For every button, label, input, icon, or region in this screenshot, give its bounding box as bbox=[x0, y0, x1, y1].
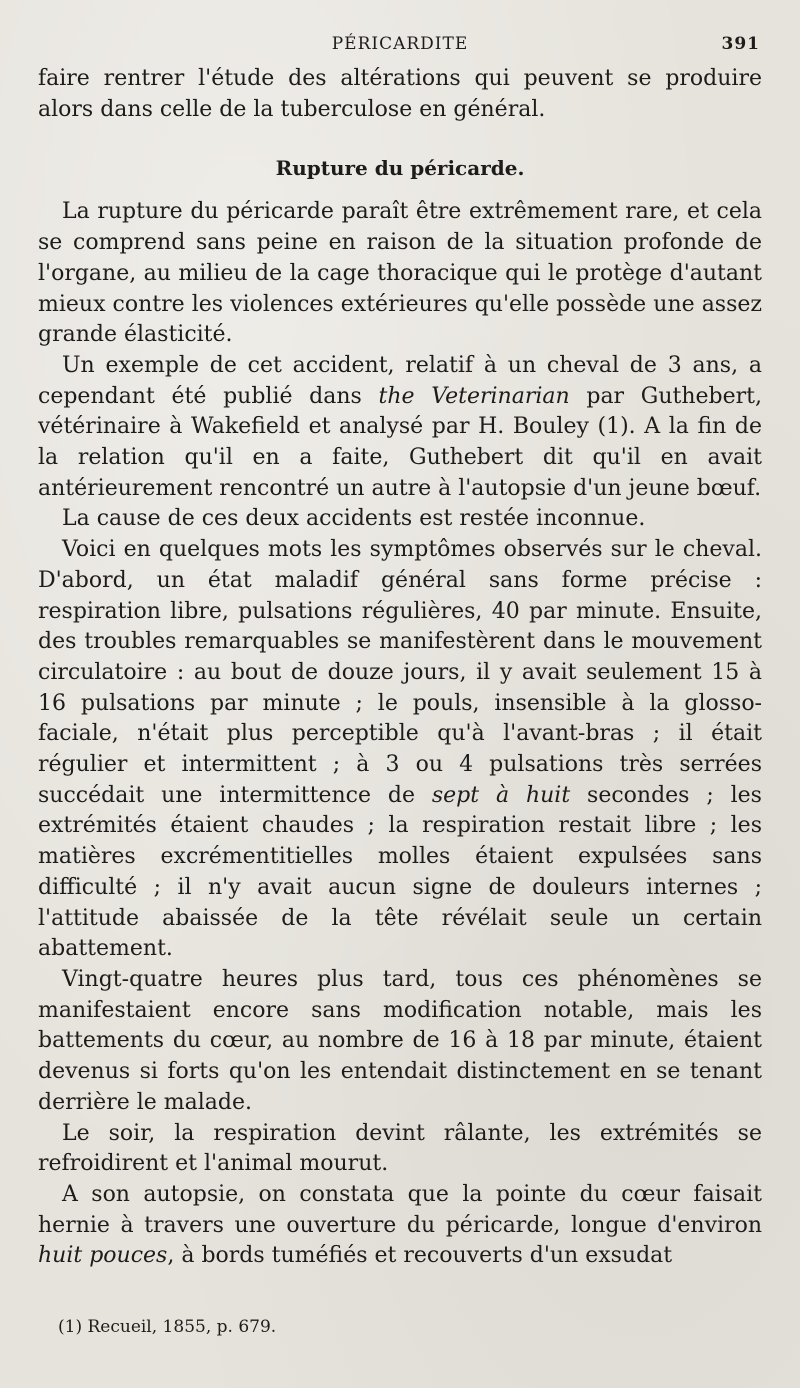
footnote: (1) Recueil, 1855, p. 679. bbox=[58, 1317, 277, 1337]
paragraph-3: La cause de ces deux accidents est restée inconnue. bbox=[62, 506, 646, 532]
journal-title: the Veterinarian bbox=[378, 383, 570, 409]
page-number: 391 bbox=[721, 34, 760, 54]
paragraph-7 bbox=[38, 1180, 762, 1272]
emphasis-sept-a-huit: sept à huit bbox=[431, 782, 571, 808]
paragraph-7-part-b: , à bords tuméfiés et recouverts d'un exsudat bbox=[167, 1243, 673, 1269]
paragraph-5: Vingt-quatre heures plus tard, tous ces phénomènes se manifestaient encore sans modification notable, mais les battements du cœur, au nombre de 16 à 18 par minute, étaient devenus si forts qu'on les entendait distinctement en se tenant derrière le malade. bbox=[38, 966, 762, 1115]
paragraph-4-part-a: Voici en quelques mots les symptômes observés sur le cheval. D'abord, un état maladif général sans forme précise : respiration libre, pulsations régulières, 40 par minute. Ensuite, des troubles remarquables se manifestèrent dans le mouvement circulatoire : au bout de douze jours, il y avait seulement 15 à 16 pulsations par minute ; le pouls, insensible à la glosso-faciale, n'était plus perceptible qu'à l'avant-bras ; il était régulier et intermittent ; à 3 ou 4 pulsations très serrées succédait une intermittence de bbox=[38, 537, 762, 808]
paragraph-7-part-a: A son autopsie, on constata que la pointe du cœur faisait hernie à travers une ouverture du péricarde, longue d'environ bbox=[38, 1181, 762, 1238]
paragraph-2-part-a: Un exemple de cet accident, relatif à un cheval de 3 ans, a cependant été publié dans bbox=[38, 352, 762, 409]
continued-paragraph: faire rentrer l'étude des altérations qui peuvent se produire alors dans celle de la tuberculose en général. bbox=[38, 66, 762, 122]
paragraph-2 bbox=[38, 351, 762, 505]
paragraph-4-part-b: secondes ; les extrémités étaient chaudes ; la respiration restait libre ; les matières excrémentitielles molles étaient expulsées sans difficulté ; il n'y avait aucun signe de douleurs internes ; l'attitude abaissée de la tête révélait seule un certain abattement. bbox=[38, 782, 762, 962]
paragraph-2-part-b: par Guthebert, vétérinaire à Wakefield et analysé par H. Bouley (1). A la fin de la relation qu'il en a faite, Guthebert dit qu'il en avait antérieurement rencontré un autre à l'autopsie d'un jeune bœuf. bbox=[38, 383, 762, 501]
paragraph-1: La rupture du péricarde paraît être extrêmement rare, et cela se comprend sans peine en raison de la situation profonde de l'organe, au milieu de la cage thoracique qui le protège d'autant mieux contre les violences extérieures qu'elle possède une assez grande élasticité. bbox=[38, 199, 762, 348]
emphasis-huit-pouces: huit pouces bbox=[38, 1243, 168, 1269]
paragraph-4 bbox=[38, 535, 762, 965]
running-head bbox=[38, 34, 762, 64]
running-title: PÉRICARDITE bbox=[331, 34, 469, 54]
body-text bbox=[38, 64, 762, 1272]
paragraph-6: Le soir, la respiration devint râlante, les extrémités se refroidirent et l'animal mourut. bbox=[38, 1120, 762, 1177]
section-title: Rupture du péricarde. bbox=[275, 156, 525, 181]
